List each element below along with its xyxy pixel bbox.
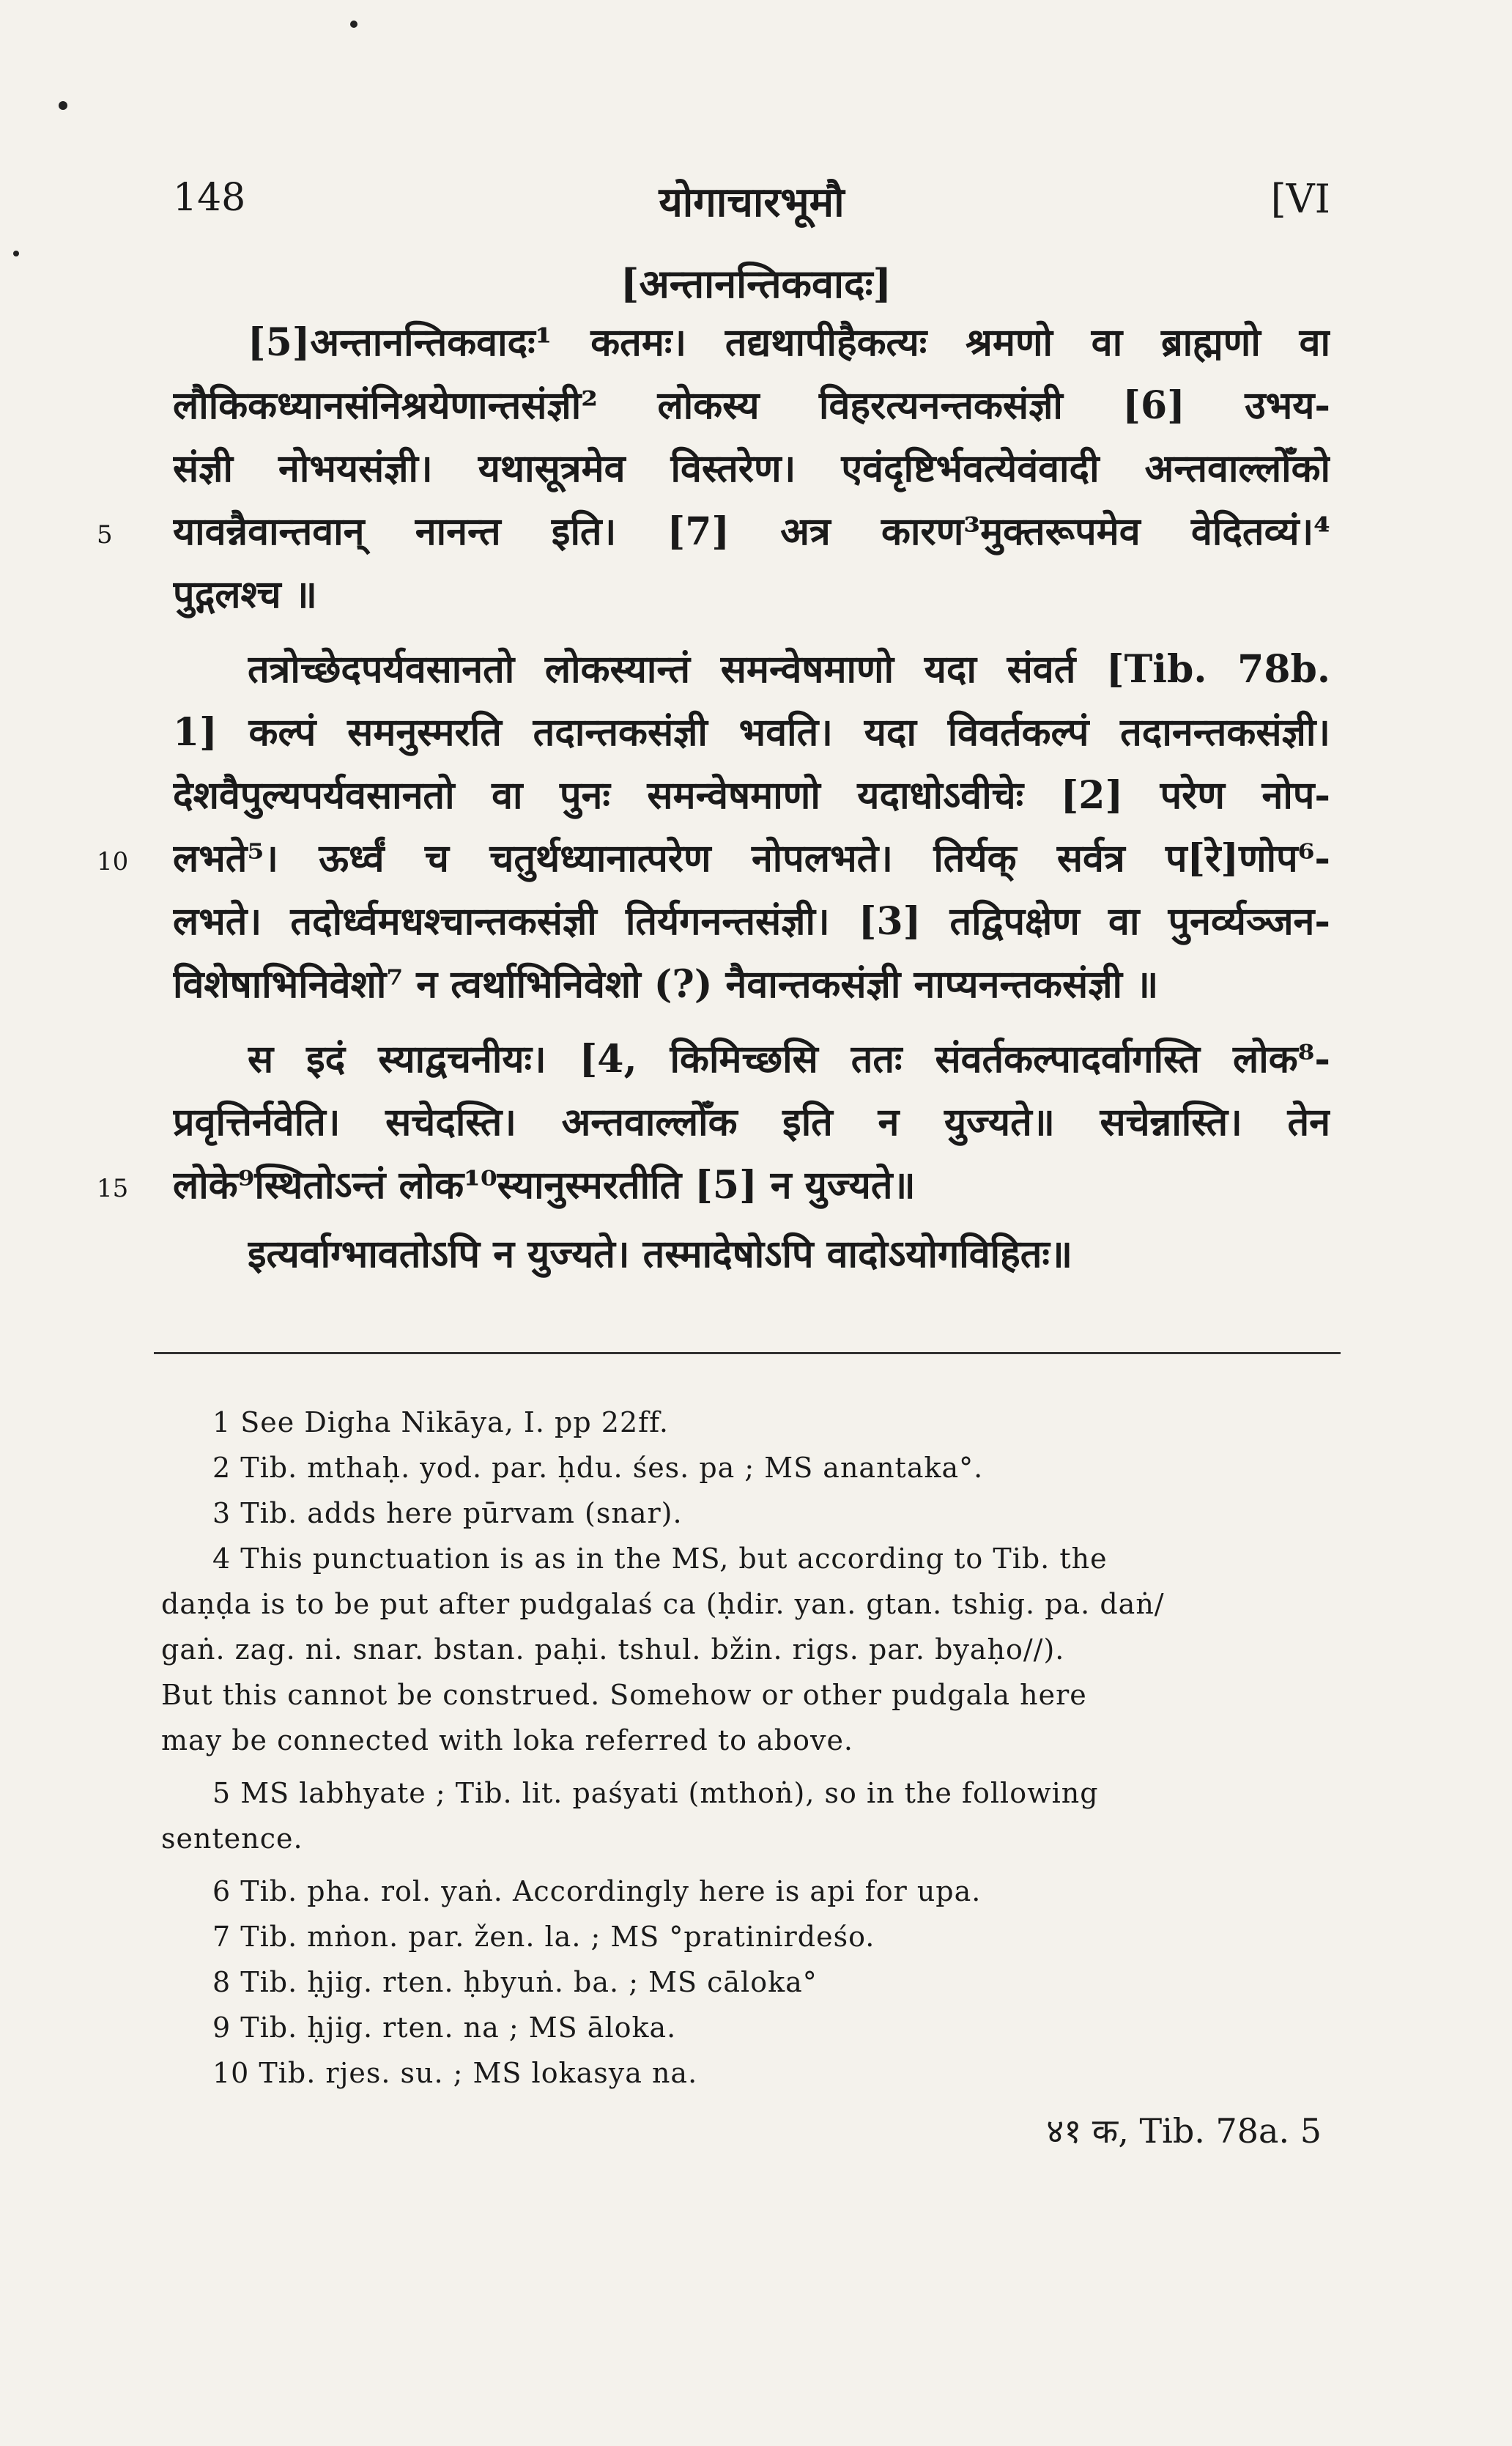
footnote: 9 Tib. ḥjig. rten. na ; MS āloka. bbox=[212, 2011, 677, 2044]
footnote: gaṅ. zag. ni. snar. bstan. paḥi. tshul. bžin. rigs. par. byaḥo//). bbox=[161, 1633, 1065, 1666]
text-line: इत्यर्वाग्भावतोऽपि न युज्यते। तस्मादेषोऽपि वादोऽयोगविहितः॥ bbox=[248, 1232, 1073, 1276]
footnote: 5 MS labhyate ; Tib. lit. paśyati (mthoṅ), so in the following bbox=[212, 1777, 1099, 1809]
scan-speck bbox=[59, 101, 67, 110]
text-line: विशेषाभिनिवेशो⁷ न त्वर्थाभिनिवेशो (?) नैवान्तकसंज्ञी नाप्यनन्तकसंज्ञी ॥ bbox=[173, 962, 1159, 1007]
text-line: संज्ञी नोभयसंज्ञी। यथासूत्रमेव विस्तरेण। एवंदृष्टिर्भवत्येवंवादी अन्तवाल्लोँको bbox=[173, 446, 1330, 491]
footnote: sentence. bbox=[161, 1822, 303, 1855]
text-line: पुद्गलश्च ॥ bbox=[173, 572, 317, 617]
footnote: may be connected with loka referred to above. bbox=[161, 1724, 854, 1756]
footnote: But this cannot be construed. Somehow or other pudgala here bbox=[161, 1679, 1087, 1711]
text-line: प्रवृत्तिर्नवेति। सचेदस्ति। अन्तवाल्लोँक इति न युज्यते॥ सचेन्नास्ति। तेन bbox=[173, 1100, 1330, 1145]
line-number: 15 bbox=[97, 1174, 129, 1203]
line-number: 10 bbox=[97, 847, 129, 876]
section-title: [अन्तानन्तिकवादः] bbox=[620, 260, 892, 307]
footnote: 7 Tib. mṅon. par. žen. la. ; MS °pratinirdeśo. bbox=[212, 1921, 875, 1953]
footnote: 6 Tib. pha. rol. yaṅ. Accordingly here is api for upa. bbox=[212, 1875, 982, 1907]
text-line: लोके⁹स्थितोऽन्तं लोक¹⁰स्यानुस्मरतीति [5] न युज्यते॥ bbox=[173, 1163, 916, 1208]
text-line: तत्रोच्छेदपर्यवसानतो लोकस्यान्तं समन्वेषमाणो यदा संवर्त [Tib. 78b. bbox=[248, 647, 1330, 692]
text-line: लभते। तदोर्ध्वमधश्चान्तकसंज्ञी तिर्यगनन्तसंज्ञी। [3] तद्विपक्षेण वा पुनर्व्यञ्जन- bbox=[173, 899, 1330, 944]
footnote: 8 Tib. ḥjig. rten. ḥbyuṅ. ba. ; MS cāloka° bbox=[212, 1966, 818, 1998]
text-line: देशवैपुल्यपर्यवसानतो वा पुनः समन्वेषमाणो यदाधोऽवीचेः [2] परेण नोप- bbox=[173, 773, 1330, 818]
footnote: 3 Tib. adds here pūrvam (snar). bbox=[212, 1497, 683, 1529]
running-header bbox=[173, 176, 1330, 234]
text-line: [5]अन्तानन्तिकवादः¹ कतमः। तद्यथापीहैकत्यः श्रमणो वा ब्राह्मणो वा bbox=[248, 320, 1330, 365]
footnote: daṇḍa is to be put after pudgalaś ca (ḥdir. yan. gtan. tshig. pa. daṅ/ bbox=[161, 1588, 1165, 1620]
text-line: लभते⁵। ऊर्ध्वं च चतुर्थध्यानात्परेण नोपलभते। तिर्यक् सर्वत्र प[रे]णोप⁶- bbox=[173, 836, 1330, 881]
scan-speck bbox=[350, 21, 357, 28]
text-line: 1] कल्पं समनुस्मरति तदान्तकसंज्ञी भवति। यदा विवर्तकल्पं तदानन्तकसंज्ञी। bbox=[173, 710, 1330, 755]
running-title: योगाचारभूमौ bbox=[659, 178, 845, 226]
line-number: 5 bbox=[97, 520, 113, 550]
footnote: 2 Tib. mthaḥ. yod. par. ḥdu. śes. pa ; MS anantaka°. bbox=[212, 1452, 984, 1484]
scan-speck bbox=[13, 251, 19, 256]
text-line: स इदं स्याद्वचनीयः। [4, किमिच्छसि ततः संवर्तकल्पादर्वागस्ति लोक⁸- bbox=[248, 1037, 1330, 1082]
text-line: लौकिकध्यानसंनिश्रयेणान्तसंज्ञी² लोकस्य विहरत्यनन्तकसंज्ञी [6] उभय- bbox=[173, 383, 1330, 428]
signature-mark: ४१ क, Tib. 78a. 5 bbox=[1046, 2111, 1322, 2151]
text-line: यावन्नैवान्तवान् नानन्त इति। [7] अत्र कारण³मुक्तरूपमेव वेदितव्यं।⁴ bbox=[173, 509, 1330, 554]
footnote-divider bbox=[154, 1352, 1341, 1354]
page-number: 148 bbox=[173, 176, 246, 220]
footnote: 4 This punctuation is as in the MS, but according to Tib. the bbox=[212, 1542, 1108, 1575]
footnote: 1 See Digha Nikāya, I. pp 22ff. bbox=[212, 1406, 669, 1438]
section-marker: [VI bbox=[1270, 176, 1330, 222]
footnote: 10 Tib. rjes. su. ; MS lokasya na. bbox=[212, 2057, 698, 2089]
